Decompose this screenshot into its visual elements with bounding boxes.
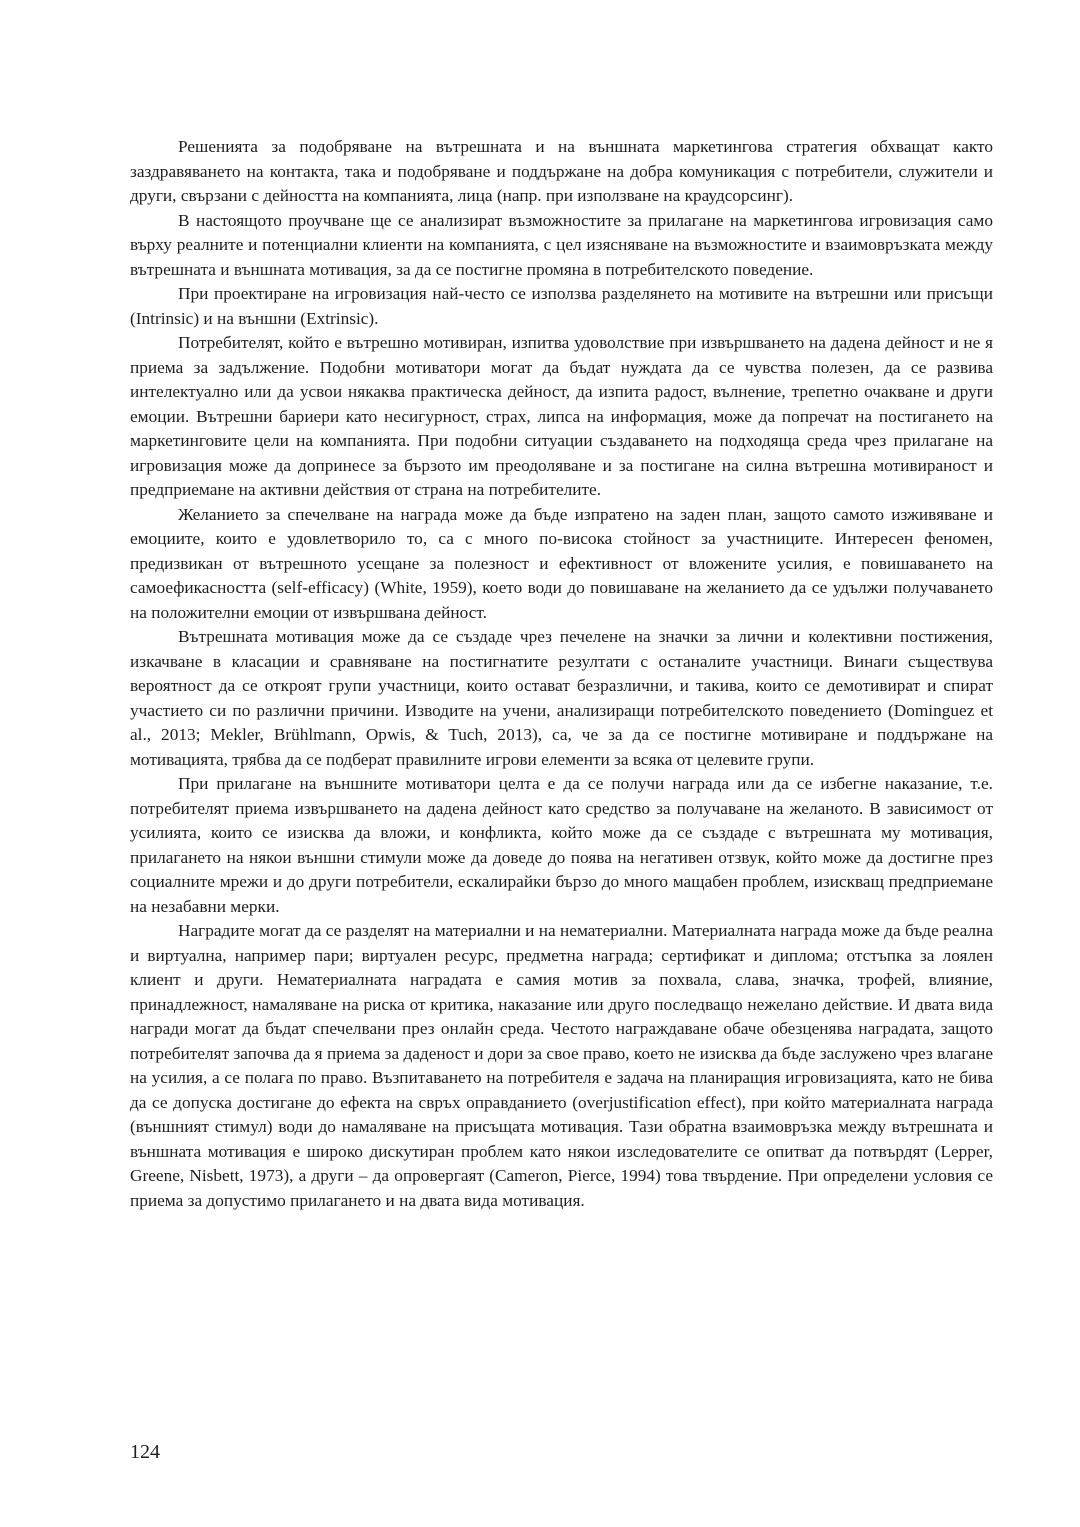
paragraph-2: В настоящото проучване ще се анализират възможностите за прилагане на маркетингова игровизация само върху реалните и потенциални клиенти на компанията, с цел изясняване на възможностите и взаимовръзката между вътрешната и външната мотивация, за да се постигне промяна в потребителското поведение. (130, 210, 993, 279)
page-number: 124 (130, 1441, 160, 1463)
paragraph-1: Решенията за подобряване на вътрешната и на външната маркетингова стратегия обхващат както заздравяването на контакта, така и подобряване и поддържане на добра комуникация с потребители, служители и други, свързани с дейността на компанията, лица (напр. при използване на краудсорсинг). (130, 137, 993, 205)
paragraph-5: Желанието за спечелване на награда може да бъде изпратено на заден план, защото самото изживяване и емоциите, които е удовлетворило то, са с много по-висока стойност за участниците. Интересен феномен, предизвикан от вътрешното усещане за полезност и ефективност от вложените усилия, е повишаването на самоефикасността (self-efficacy) (White, 1959), което води до повишаване на желанието да се удължи получаването на положителни емоции от извършвана дейност. (130, 504, 993, 622)
paragraph-4: Потребителят, който е вътрешно мотивиран, изпитва удоволствие при извършването на дадена дейност и не я приема за задължение. Подобни мотиватори могат да бъдат нуждата да се чувства полезен, да се развива интелектуално или да усвои някаква практическа дейност, да изпита радост, вълнение, трепетно очакване и други емоции. Вътрешни бариери като несигурност, страх, липса на информация, може да попречат на постигането на маркетинговите цели на компанията. При подобни ситуации създаването на подходяща среда чрез прилагане на игровизация може да допринесе за бързото им преодоляване и за постигане на силна вътрешна мотивираност и предприемане на активни действия от страна на потребителите. (130, 333, 993, 499)
paragraph-3: При проектиране на игровизация най-често се използва разделянето на мотивите на вътрешни или присъщи (Intrinsic) и на външни (Extrinsic). (130, 284, 993, 328)
paragraph-7: При прилагане на външните мотиватори целта е да се получи награда или да се избегне наказание, т.е. потребителят приема извършването на дадена дейност като средство за получаване на желаното. В зависимост от усилията, които се изисква да вложи, и конфликта, който може да се създаде с вътрешната му мотивация, прилагането на някои външни стимули може да доведе до поява на негативен отзвук, който може да достигне през социалните мрежи и до други потребители, ескалирайки бързо до много мащабен проблем, изискващ предприемане на незабавни мерки. (130, 774, 993, 916)
body-text (130, 135, 993, 1213)
paragraph-6: Вътрешната мотивация може да се създаде чрез печелене на значки за лични и колективни постижения, изкачване в класации и сравняване на постигнатите резултати с останалите участници. Винаги съществува вероятност да се откроят групи участници, които остават безразлични, и такива, които се демотивират и спират участието си по различни причини. Изводите на учени, анализиращи потребителското поведението (Dominguez et al., 2013; Mekler, Brühlmann, Opwis, & Tuch, 2013), са, че за да се постигне мотивиране и поддържане на мотивацията, трябва да се подберат правилните игрови елементи за всяка от целевите групи. (130, 627, 993, 769)
paragraph-8: Наградите могат да се разделят на материални и на нематериални. Материалната награда може да бъде реална и виртуална, например пари; виртуален ресурс, предметна награда; сертификат и диплома; отстъпка за лоялен клиент и други. Нематериалната наградата е самия мотив за похвала, слава, значка, трофей, влияние, принадлежност, намаляване на риска от критика, наказание или друго последващо нежелано действие. И двата вида награди могат да бъдат спечелвани през онлайн среда. Честото награждаване обаче обезценява наградата, защото потребителят започва да я приема за даденост и дори за свое право, което не изисква да бъде заслужено чрез влагане на усилия, а се полага по право. Възпитаването на потребителя е задача на планиращия игровизацията, като не бива да се допуска достигане до ефекта на свръх оправданието (overjustification effect), при който материалната награда (външният стимул) води до намаляване на присъщата мотивация. Тази обратна взаимовръзка между вътрешната и външната мотивация е широко дискутиран проблем като някои изследователите се опитват да потвърдят (Lepper, Greene, Nisbett, 1973), а други – да опровергаят (Cameron, Pierce, 1994) това твърдение. При определени условия се приема за допустимо прилагането и на двата вида мотивация. (130, 921, 993, 1210)
